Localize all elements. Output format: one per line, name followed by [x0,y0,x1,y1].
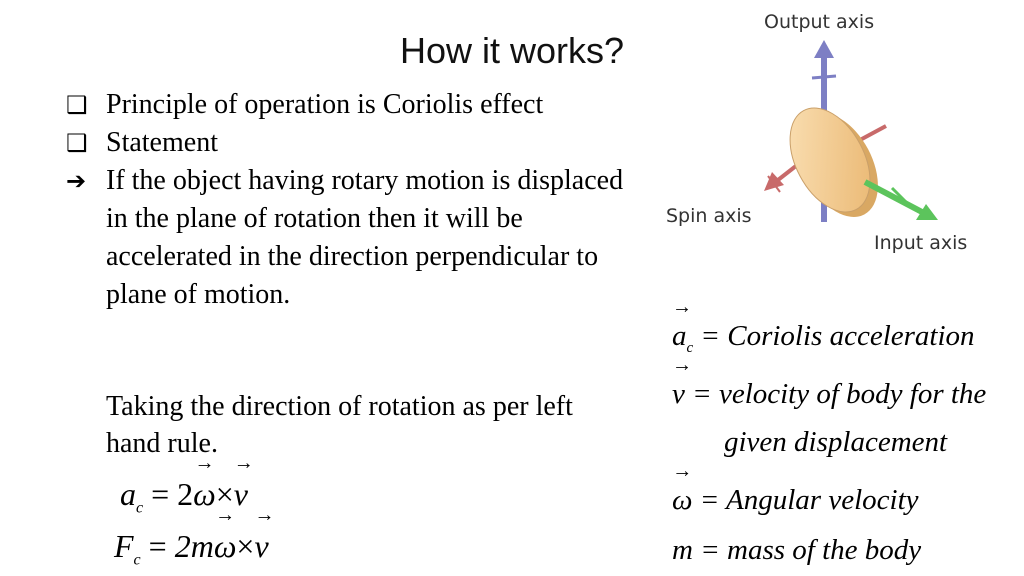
bullet-list [66,86,626,314]
gyroscope-diagram [660,0,1024,270]
definition-acceleration [672,320,975,357]
input-axis-label: Input axis [874,232,968,254]
coriolis-force-formula [114,528,269,569]
definition-angular-velocity [672,484,919,517]
formula-subscript: c [133,551,141,569]
velocity-vector: → v [254,528,268,565]
formula-equals: = [148,528,167,564]
arrow-bullet-icon: ➔ [66,167,87,195]
formula-lhs: F [114,528,134,564]
omega-vector: → ω [193,476,216,513]
bullet-item [66,86,626,124]
bullet-item [66,162,626,314]
rule-paragraph: Taking the direction of rotation as per left hand rule. [106,391,573,459]
definition-velocity-continued: given displacement [724,426,948,458]
definition-mass [672,534,921,567]
output-axis-label: Output axis [764,11,875,33]
cross-product-sign: × [236,528,255,564]
formula-equals: = [151,476,170,512]
definition-velocity [672,378,986,411]
velocity-vector: → v [234,476,248,513]
definition-symbol: m [672,534,693,566]
slide-title: How it works? [399,30,625,71]
formula-coefficient: 2 [177,476,194,512]
definition-text: = Coriolis acceleration [700,320,975,352]
checkbox-bullet-icon: ❑ [66,129,88,157]
definition-text: = mass of the body [700,534,922,566]
formula-subscript: c [136,499,144,517]
definition-text: = Angular velocity [699,484,919,516]
definition-symbol: → a [672,320,687,353]
formula-lhs: a [120,476,136,512]
checkbox-bullet-icon: ❑ [66,91,88,119]
bullet-item [66,124,626,162]
omega-vector: → ω [214,528,237,565]
bullet-text: Statement [106,127,218,158]
formula-coefficient: 2m [174,528,214,564]
spinning-disk [774,95,895,231]
definition-symbol: → v [672,378,685,411]
input-axis-arrow [865,182,938,220]
bullet-text: Principle of operation is Coriolis effect [106,89,544,120]
cross-product-sign: × [215,476,234,512]
definition-text: = velocity of body for the [692,378,987,410]
spin-axis-label: Spin axis [666,205,752,227]
definition-symbol: → ω [672,484,692,517]
bullet-text: If the object having rotary motion is displaced in the plane of rotation then it will be accelerated in the direction perpendicular to plane of motion. [106,165,624,310]
definition-subscript: c [686,339,694,356]
